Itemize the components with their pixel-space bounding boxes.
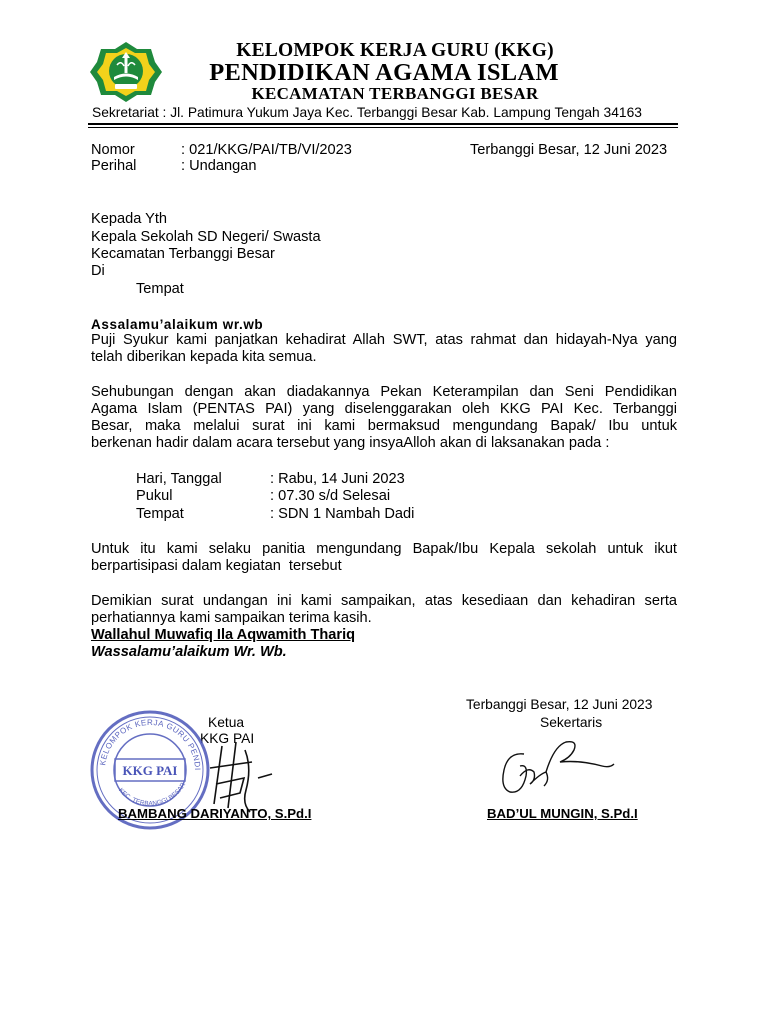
left-signatory-name: BAMBANG DARIYANTO, S.Pd.I (118, 806, 312, 821)
addressee-line-5: Tempat (136, 281, 184, 297)
paragraph-4-line-2: perhatiannya kami sampaikan terima kasih. (91, 610, 372, 626)
addressee-line-1: Kepada Yth (91, 211, 168, 227)
addressee-line-4: Di (91, 263, 105, 279)
svg-text:KEC. TERBANGGI BESAR (117, 781, 187, 807)
closing-doa: Wallahul Muwafiq Ila Aqwamith Thariq (91, 627, 356, 643)
right-signature (490, 736, 620, 806)
header-rule-thin (88, 127, 678, 128)
paragraph-2-line-2: Agama Islam (PENTAS PAI) yang diselenggarakan oleh KKG PAI Kec. Terbanggi (91, 401, 677, 417)
stamp-ring-text: KELOMPOK KERJA GURU PENDI (98, 717, 203, 771)
paragraph-2-line-4: berkenan hadir dalam acara tersebut yang insyaAlloh akan di laksanakan pada : (91, 435, 610, 451)
header-address: Sekretariat : Jl. Patimura Yukum Jaya Kec. Terbanggi Besar Kab. Lampung Tengah 34163 (92, 105, 642, 120)
header-line-3: KECAMATAN TERBANGGI BESAR (251, 84, 539, 103)
paragraph-3-line-1: Untuk itu kami selaku panitia mengundang Bapak/Ibu Kepala sekolah untuk ikut (91, 541, 677, 557)
addressee-line-3: Kecamatan Terbanggi Besar (91, 246, 275, 262)
greeting: Assalamu’alaikum wr.wb (91, 317, 264, 332)
left-role-2: KKG PAI (200, 731, 255, 746)
paragraph-2-line-1: Sehubungan dengan akan diadakannya Pekan Keterampilan dan Seni Pendidikan (91, 384, 677, 400)
paragraph-3-line-2: berpartisipasi dalam kegiatan tersebut (91, 558, 342, 574)
stamp-center-text: KKG PAI (122, 763, 178, 778)
paragraph-1-line-2: telah diberikan kepada kita semua. (91, 349, 317, 365)
paragraph-1-line-1: Puji Syukur kami panjatkan kehadirat Allah SWT, atas rahmat dan hidayah-Nya yang (91, 332, 677, 348)
header-line-1: KELOMPOK KERJA GURU (KKG) (236, 40, 554, 61)
detail-value-time: : 07.30 s/d Selesai (270, 488, 391, 504)
header-rule-thick (88, 123, 678, 125)
nomor-label: Nomor (91, 142, 135, 158)
perihal-value: : Undangan (181, 158, 257, 174)
right-role: Sekertaris (540, 715, 603, 730)
signature-date: Terbanggi Besar, 12 Juni 2023 (466, 697, 653, 712)
detail-value-date: : Rabu, 14 Juni 2023 (270, 471, 405, 487)
perihal-label: Perihal (91, 158, 137, 174)
detail-label-date: Hari, Tanggal (136, 471, 222, 487)
left-role-1: Ketua (208, 715, 245, 730)
addressee-line-2: Kepala Sekolah SD Negeri/ Swasta (91, 229, 321, 245)
right-signatory-name: BAD’UL MUNGIN, S.Pd.I (487, 806, 638, 821)
detail-label-place: Tempat (136, 506, 184, 522)
closing-salam: Wassalamu’alaikum Wr. Wb. (91, 644, 287, 660)
letter-date: Terbanggi Besar, 12 Juni 2023 (470, 142, 668, 158)
stamp-bottom-text: KEC. TERBANGGI BESAR (117, 781, 188, 808)
detail-label-time: Pukul (136, 488, 173, 504)
paragraph-2-line-3: Besar, maka melalui surat ini kami bermaksud mengundang Bapak/ Ibu untuk (91, 418, 677, 434)
header-line-2: PENDIDIKAN AGAMA ISLAM (209, 59, 559, 86)
paragraph-4-line-1: Demikian surat undangan ini kami sampaikan, atas kesediaan dan kehadiran serta (91, 593, 677, 609)
nomor-value: : 021/KKG/PAI/TB/VI/2023 (181, 142, 352, 158)
ministry-logo (88, 40, 164, 104)
detail-value-place: : SDN 1 Nambah Dadi (270, 506, 415, 522)
